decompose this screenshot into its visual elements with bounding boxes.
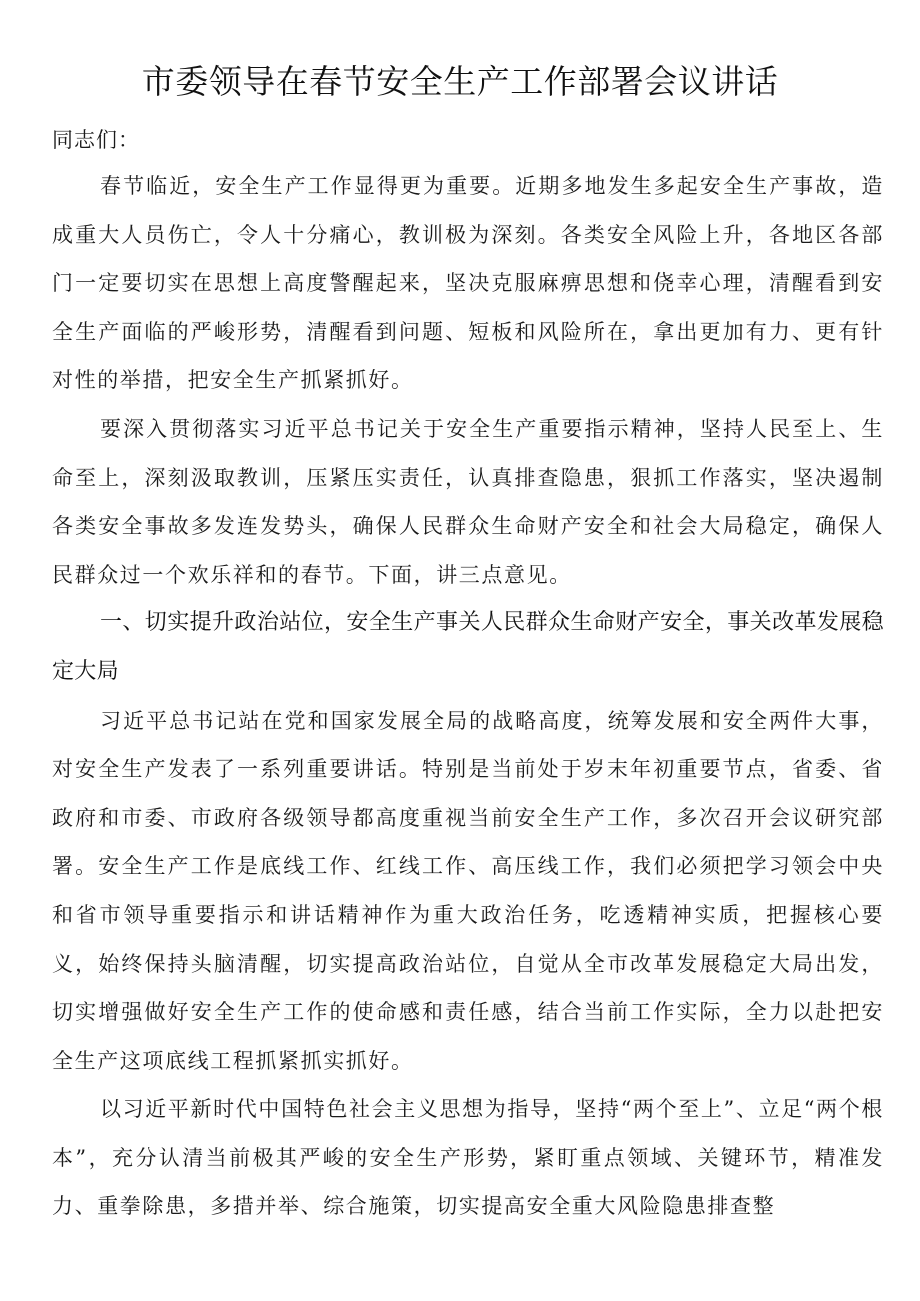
document-body [52, 118, 884, 1231]
section-1-paragraph-2: 以习近平新时代中国特色社会主义思想为指导，坚持“两个至上”、立足“两个根本”，充分认清当前极其严峻的安全生产形势，紧盯重点领域、关键环节，精准发力、重拳除患，多措并举、综合施策，切实提高安全重大风险隐患排查整 [52, 1097, 884, 1219]
greeting: 同志们： [52, 128, 140, 152]
paragraph-2: 要深入贯彻落实习近平总书记关于安全生产重要指示精神，坚持人民至上、生命至上，深刻汲取教训，压紧压实责任，认真排查隐患，狠抓工作落实，坚决遏制各类安全事故多发连发势头，确保人民群众生命财产安全和社会大局稳定，确保人民群众过一个欢乐祥和的春节。下面，讲三点意见。 [52, 416, 884, 587]
document-title: 市委领导在春节安全生产工作部署会议讲话 [141, 62, 779, 101]
section-1-heading: 一、切实提升政治站位，安全生产事关人民群众生命财产安全，事关改革发展稳定大局 [52, 610, 884, 684]
section-1-paragraph-1: 习近平总书记站在党和国家发展全局的战略高度，统筹发展和安全两件大事，对安全生产发表了一系列重要讲话。特别是当前处于岁末年初重要节点，省委、省政府和市委、市政府各级领导都高度重视当前安全生产工作，多次召开会议研究部署。安全生产工作是底线工作、红线工作、高压线工作，我们必须把学习领会中央和省市领导重要指示和讲话精神作为重大政治任务，吃透精神实质，把握核心要义，始终保持头脑清醒，切实提高政治站位，自觉从全市改革发展稳定大局出发，切实增强做好安全生产工作的使命感和责任感，结合当前工作实际，全力以赴把安全生产这项底线工程抓紧抓实抓好。 [52, 708, 884, 1073]
paragraph-1: 春节临近，安全生产工作显得更为重要。近期多地发生多起安全生产事故，造成重大人员伤亡，令人十分痛心，教训极为深刻。各类安全风险上升，各地区各部门一定要切实在思想上高度警醒起来，坚决克服麻痹思想和侥幸心理，清醒看到安全生产面临的严峻形势，清醒看到问题、短板和风险所在，拿出更加有力、更有针对性的举措，把安全生产抓紧抓好。 [52, 174, 884, 393]
